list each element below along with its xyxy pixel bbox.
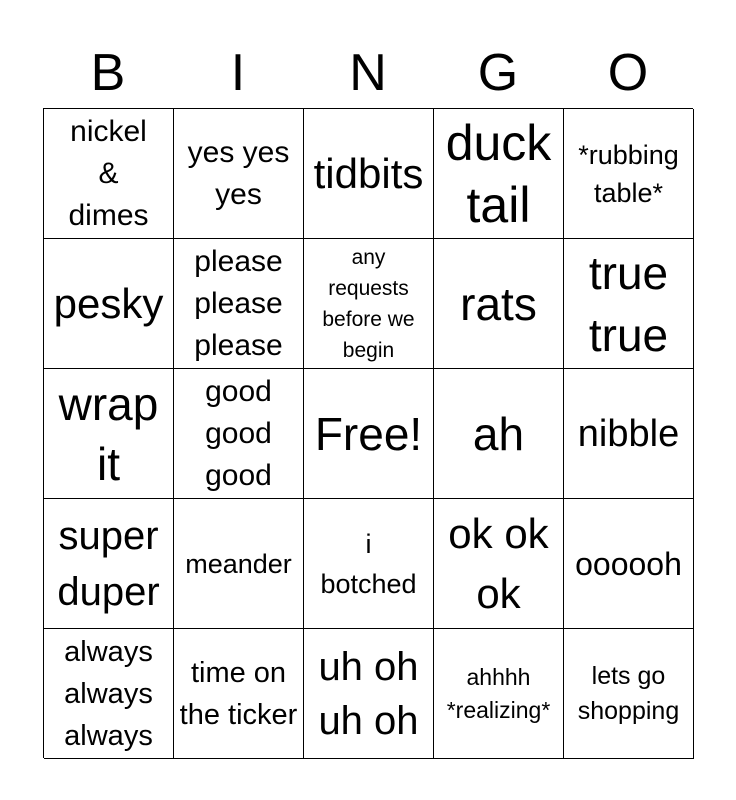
- cell-text: pesky: [53, 279, 164, 327]
- bingo-cell[interactable]: [174, 629, 304, 759]
- cell-text: nibble: [577, 412, 680, 455]
- cell-text: duck tail: [445, 114, 552, 233]
- bingo-cell[interactable]: [304, 239, 434, 369]
- cell-text: *rubbing table*: [578, 139, 679, 208]
- cell-text: lets go shopping: [577, 661, 680, 725]
- bingo-cell[interactable]: [44, 369, 174, 499]
- bingo-cell[interactable]: [304, 109, 434, 239]
- header-letter-b: B: [90, 44, 126, 102]
- bingo-cell[interactable]: [44, 499, 174, 629]
- bingo-cell[interactable]: [564, 499, 694, 629]
- cell-text: nickel & dimes: [68, 114, 149, 232]
- cell-text: oooooh: [575, 545, 682, 582]
- bingo-cell[interactable]: [564, 629, 694, 759]
- bingo-cell[interactable]: [174, 239, 304, 369]
- bingo-cell[interactable]: [304, 629, 434, 759]
- cell-text: ah: [472, 407, 525, 460]
- free-space: [304, 369, 434, 499]
- bingo-header: [43, 40, 693, 106]
- cell-text: please please please: [194, 244, 283, 362]
- bingo-cell[interactable]: [434, 629, 564, 759]
- header-letter-o: O: [607, 44, 649, 102]
- cell-text: true true: [588, 246, 669, 361]
- bingo-cell[interactable]: [44, 109, 174, 239]
- cell-text: tidbits: [313, 149, 424, 197]
- cell-text: uh oh uh oh: [318, 644, 419, 743]
- bingo-cell[interactable]: [564, 369, 694, 499]
- cell-text: always always always: [64, 635, 153, 752]
- cell-text: ok ok ok: [448, 509, 549, 617]
- cell-text: wrap it: [58, 377, 159, 490]
- bingo-cell[interactable]: [174, 109, 304, 239]
- bingo-cell[interactable]: [174, 499, 304, 629]
- cell-text: rats: [460, 277, 537, 330]
- header-letter-i: I: [230, 44, 246, 102]
- bingo-cell[interactable]: [564, 239, 694, 369]
- header-letter-n: N: [349, 44, 387, 102]
- cell-text: any requests before we begin: [322, 245, 415, 362]
- bingo-cell[interactable]: [434, 369, 564, 499]
- bingo-cell[interactable]: [434, 239, 564, 369]
- cell-text: super duper: [57, 513, 160, 614]
- cell-text: meander: [185, 548, 292, 579]
- bingo-cell[interactable]: [304, 499, 434, 629]
- cell-text: time on the ticker: [179, 656, 298, 731]
- bingo-board: [43, 108, 693, 758]
- bingo-cell[interactable]: [44, 629, 174, 759]
- header-letter-g: G: [477, 44, 519, 102]
- bingo-cell[interactable]: [44, 239, 174, 369]
- cell-text: i botched: [320, 528, 417, 599]
- cell-text: yes yes yes: [187, 135, 290, 211]
- free-space-text: Free!: [314, 407, 423, 460]
- cell-text: good good good: [205, 374, 272, 492]
- bingo-cell[interactable]: [434, 109, 564, 239]
- bingo-cell[interactable]: [564, 109, 694, 239]
- bingo-cell[interactable]: [174, 369, 304, 499]
- bingo-cell[interactable]: [434, 499, 564, 629]
- cell-text: ahhhh *realizing*: [446, 663, 551, 723]
